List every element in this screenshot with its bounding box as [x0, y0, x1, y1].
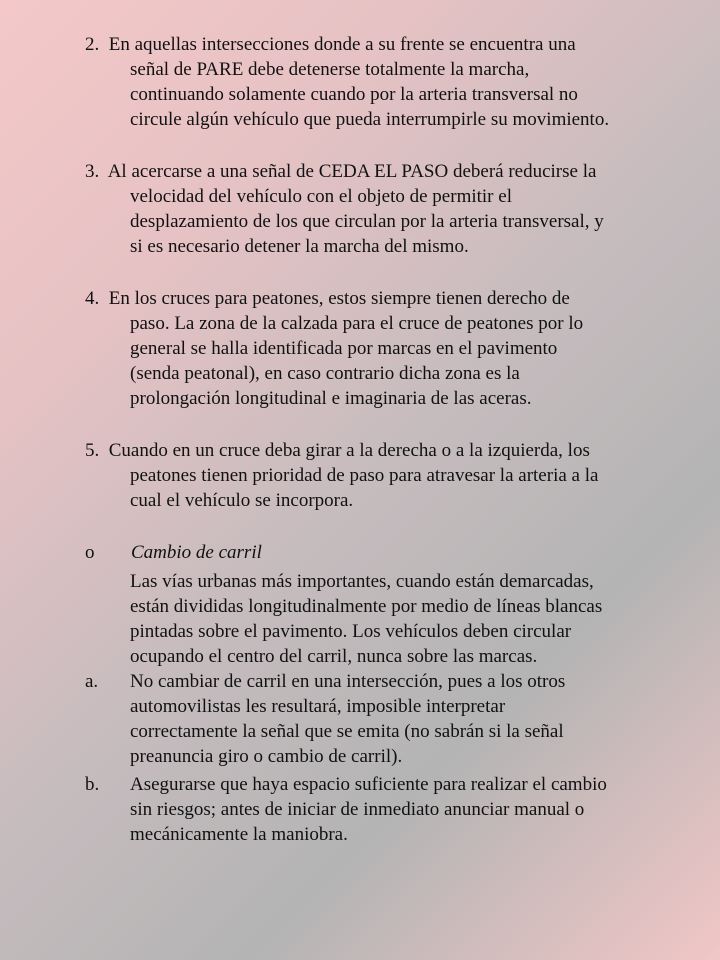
item-line: señal de PARE debe detenerse totalmente la marcha, [130, 59, 530, 80]
item-line: (senda peatonal), en caso contrario dicha zona es la [130, 363, 520, 384]
item-line: circule algún vehículo que pueda interrumpirle su movimiento. [130, 109, 610, 130]
item-number: 3. [85, 161, 100, 182]
section-paragraph-line: ocupando el centro del carril, nunca sobre las marcas. [130, 646, 538, 667]
item-line: general se halla identificada por marcas en el pavimento [130, 338, 558, 359]
item-5-first-line [85, 439, 590, 463]
section-paragraph-line: pintadas sobre el pavimento. Los vehículos deben circular [130, 621, 572, 642]
sub-item-letter: b. [85, 774, 100, 795]
item-line: cual el vehículo se incorpora. [130, 490, 354, 511]
item-line: peatones tienen prioridad de paso para atravesar la arteria a la [130, 465, 599, 486]
sub-item-line: sin riesgos; antes de iniciar de inmediato anunciar manual o [130, 799, 585, 820]
item-3-first-line [85, 160, 596, 184]
sub-item-line: Asegurarse que haya espacio suficiente para realizar el cambio [130, 774, 607, 795]
item-line: velocidad del vehículo con el objeto de permitir el [130, 186, 512, 207]
item-line: Cuando en un cruce deba girar a la derecha o a la izquierda, los [108, 440, 590, 461]
sub-item-line: automovilistas les resultará, imposible interpretar [130, 696, 506, 717]
item-line: si es necesario detener la marcha del mismo. [130, 236, 469, 257]
sub-item-line: correctamente la señal que se emita (no sabrán si la señal [130, 721, 564, 742]
item-line: desplazamiento de los que circulan por la arteria transversal, y [130, 211, 604, 232]
section-paragraph-line: Las vías urbanas más importantes, cuando están demarcadas, [130, 571, 594, 592]
item-line: En aquellas intersecciones donde a su frente se encuentra una [108, 34, 576, 55]
item-line: Al acercarse a una señal de CEDA EL PASO deberá reducirse la [107, 161, 597, 182]
item-number: 5. [85, 440, 100, 461]
item-line: continuando solamente cuando por la arteria transversal no [130, 84, 578, 105]
section-title: Cambio de carril [131, 542, 262, 563]
sub-item-line: preanuncia giro o cambio de carril). [130, 746, 403, 767]
item-number: 2. [85, 34, 100, 55]
item-line: paso. La zona de la calzada para el cruce de peatones por lo [130, 313, 584, 334]
item-2-first-line [85, 33, 576, 57]
bullet-marker: o [85, 542, 95, 563]
sub-item-letter: a. [85, 671, 99, 692]
sub-item-line: mecánicamente la maniobra. [130, 824, 348, 845]
item-4-first-line [85, 287, 570, 311]
item-number: 4. [85, 288, 100, 309]
section-paragraph-line: están divididas longitudinalmente por medio de líneas blancas [130, 596, 603, 617]
item-line: En los cruces para peatones, estos siempre tienen derecho de [108, 288, 570, 309]
item-line: prolongación longitudinal e imaginaria de las aceras. [130, 388, 532, 409]
sub-item-line: No cambiar de carril en una intersección, pues a los otros [130, 671, 566, 692]
